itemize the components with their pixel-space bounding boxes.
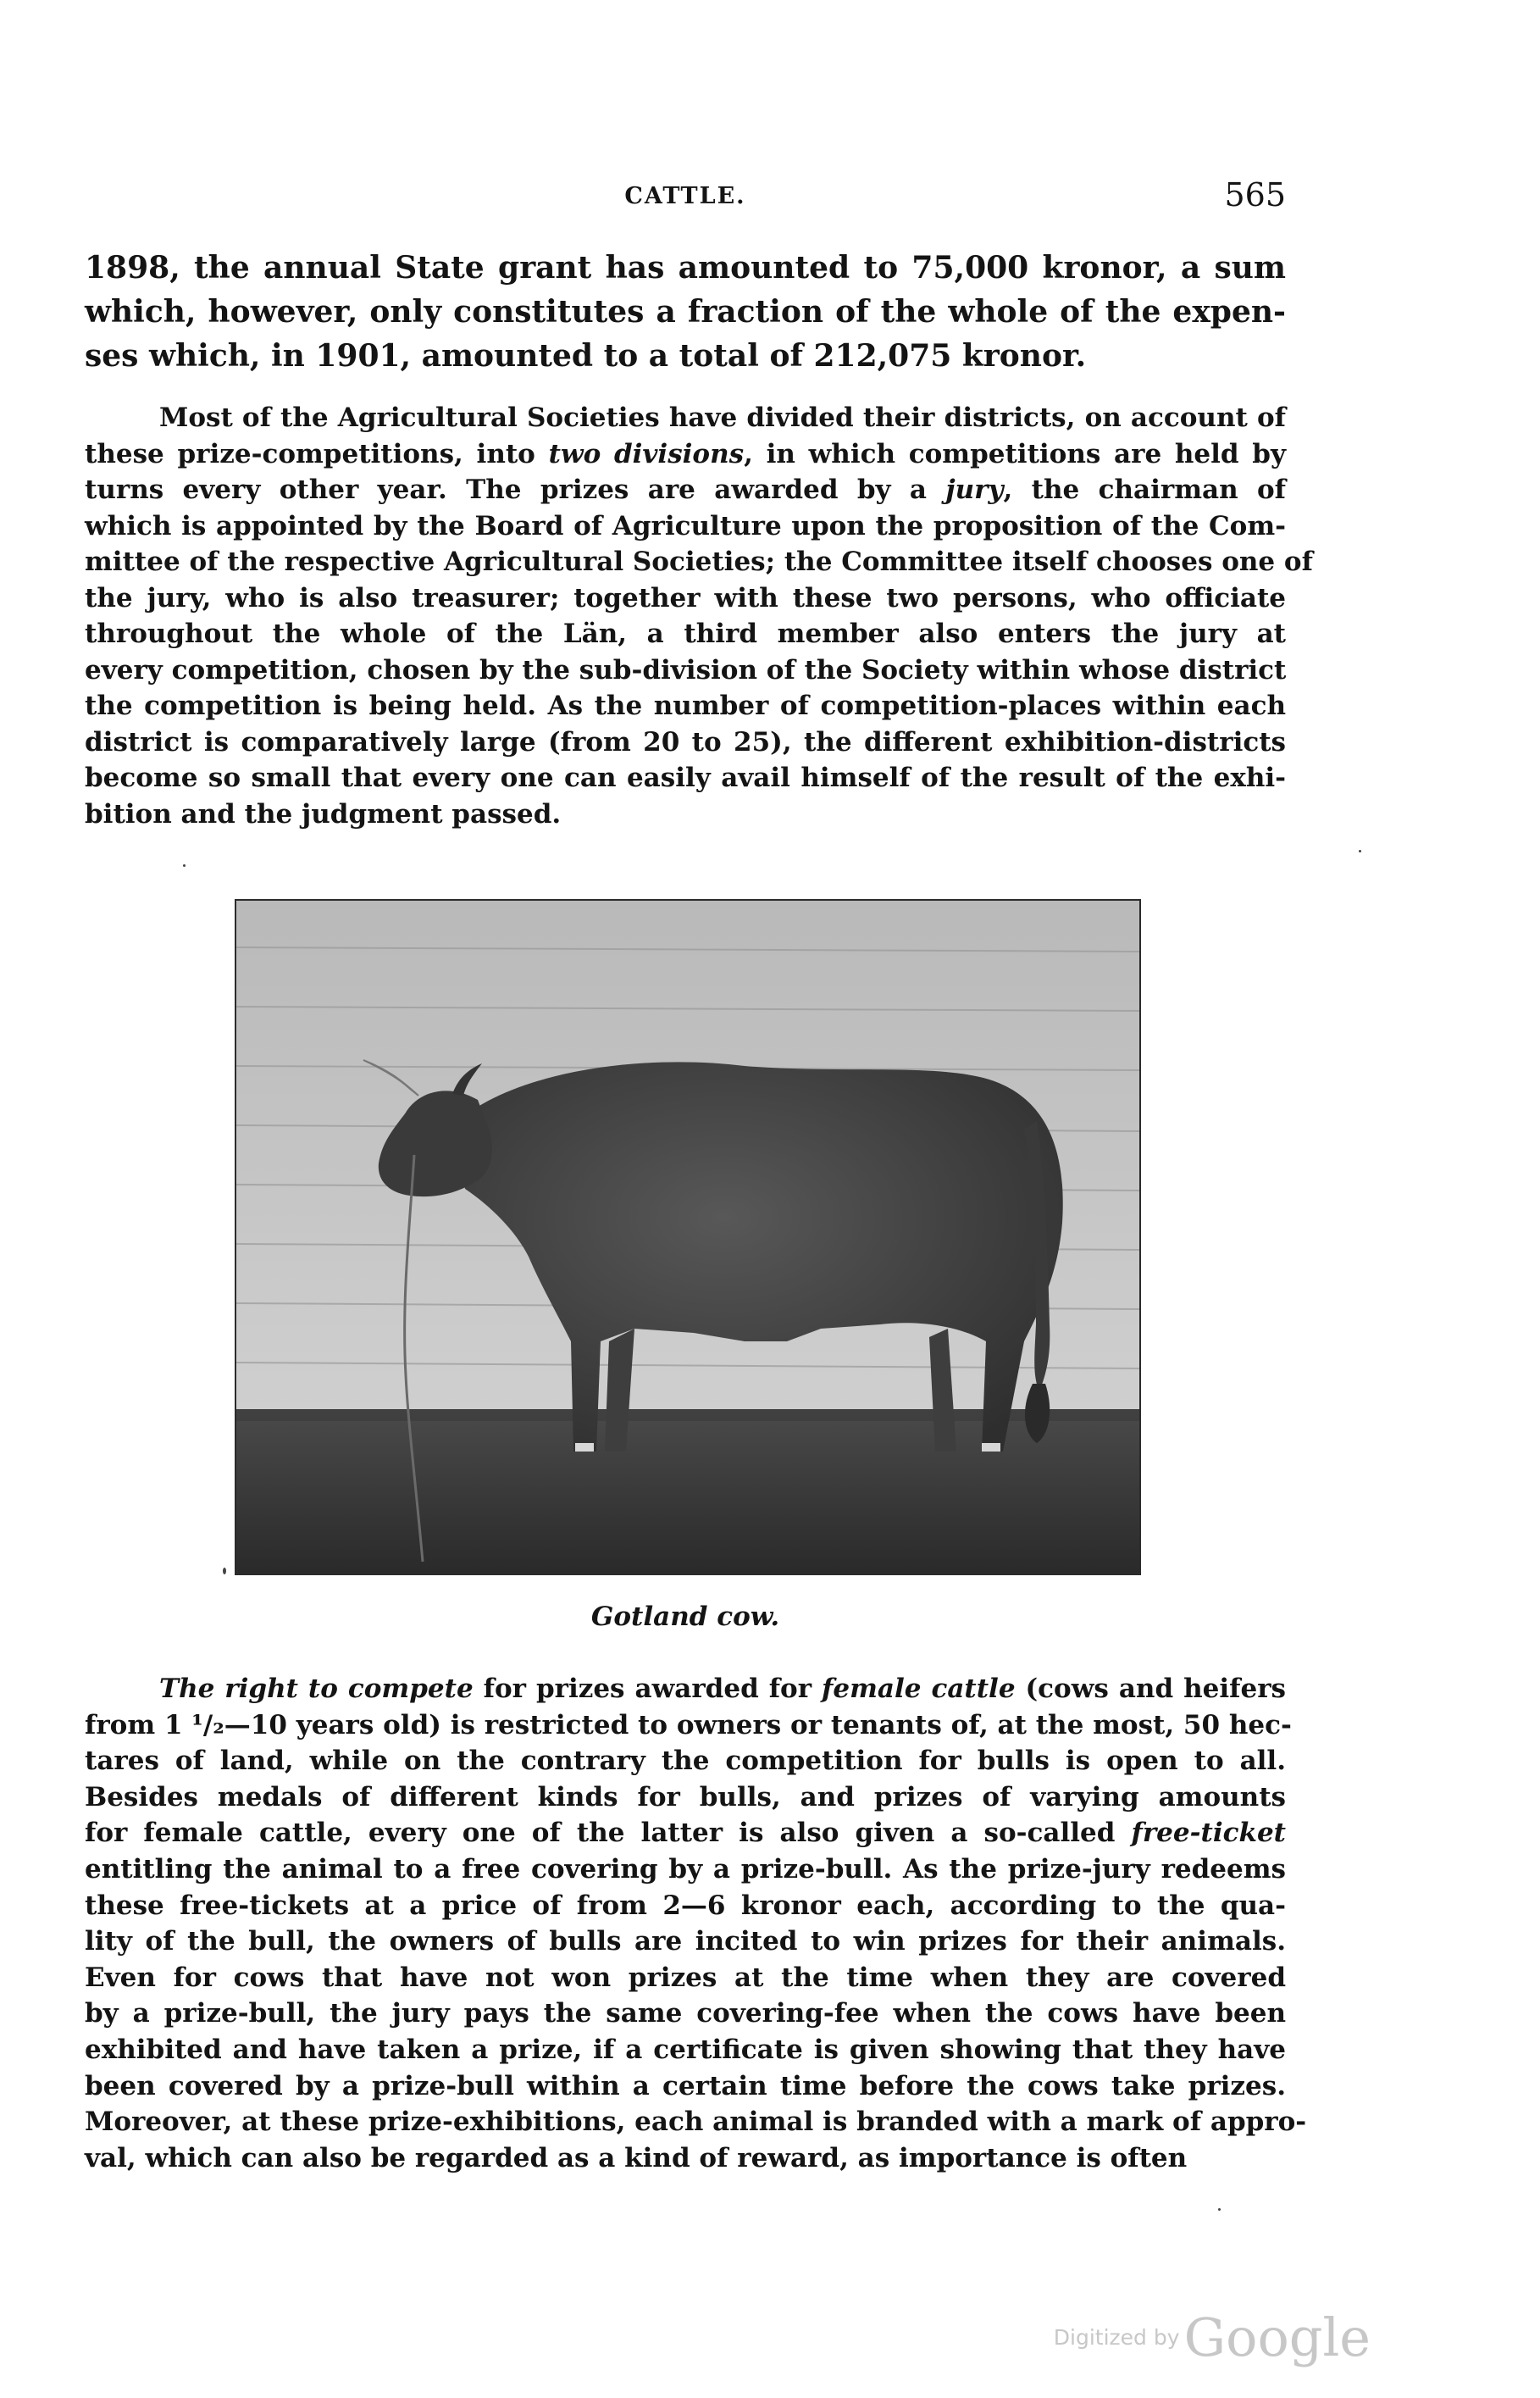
emphasis-jury: jury: [945, 475, 1004, 505]
text-run: for female cattle, every one of the latter is also given a so-called: [85, 1818, 1132, 1849]
text-line: [85, 1671, 1286, 1707]
text-line: [85, 436, 1286, 473]
text-line: Moreover, at these prize-exhibitions, each animal is branded with a mark of appro-: [85, 2107, 1307, 2138]
digitized-by-google-watermark: [1054, 2306, 1371, 2368]
text-line: ses which, in 1901, amounted to a total of 212,075 kronor.: [85, 338, 1087, 374]
text-line: Even for cows that have not won prizes at the time when they are covered: [85, 1962, 1286, 1993]
scan-speck: [223, 1568, 226, 1574]
text-run: these prize-competitions, into: [85, 438, 549, 469]
page-number: 565: [1224, 176, 1286, 214]
scan-speck: [1359, 850, 1361, 852]
text-run: turns every other year. The prizes are awarded by a: [85, 475, 946, 505]
running-title: CATTLE.: [624, 183, 746, 209]
cow-illustration: [236, 901, 1139, 1574]
scan-speck: [183, 864, 186, 867]
scan-speck: [1218, 2208, 1221, 2211]
text-line: the competition is being held. As the number of competition-places within each: [85, 691, 1286, 721]
emphasis-two-divisions: two divisions: [548, 438, 745, 469]
emphasis-female-cattle: female cattle: [822, 1674, 1016, 1704]
text-run: (cows and heifers: [1015, 1674, 1286, 1704]
text-line: which is appointed by the Board of Agriculture upon the proposition of the Com-: [85, 510, 1286, 541]
text-run: for prizes awarded for: [473, 1674, 823, 1704]
paragraph-2: [85, 400, 1313, 832]
text-line: every competition, chosen by the sub-division of the Society within whose district: [85, 654, 1287, 686]
emphasis-right-to-compete: The right to compete: [159, 1674, 474, 1704]
text-line: become so small that every one can easily avail himself of the result of the exhi-: [85, 763, 1286, 793]
gotland-cow-photograph: [235, 899, 1141, 1575]
text-line: these free-tickets at a price of from 2—6 kronor each, according to the qua-: [85, 1890, 1286, 1921]
paragraph-1: [85, 246, 1286, 378]
text-line: by a prize-bull, the jury pays the same covering-fee when the cows have been: [85, 1998, 1286, 2029]
google-logo: Google: [1183, 2306, 1371, 2368]
text-line: val, which can also be regarded as a kind of reward, as importance is often: [85, 2142, 1188, 2173]
text-line: exhibited and have taken a prize, if a certificate is given showing that they have: [85, 2034, 1286, 2065]
figure-caption: Gotland cow.: [590, 1601, 780, 1632]
text-line: [85, 1815, 1286, 1851]
text-line: the jury, who is also treasurer; together with these two persons, who officiate: [85, 582, 1286, 613]
text-line: from 1 ¹/₂—10 years old) is restricted to owners or tenants of, at the most, 50 hec-: [85, 1709, 1292, 1740]
text-line: entitling the animal to a free covering by a prize-bull. As the prize-jury redeems: [85, 1853, 1286, 1885]
text-run: , the chairman of: [1003, 475, 1286, 505]
text-line: district is comparatively large (from 20 to 25), the different exhibition-districts: [85, 726, 1286, 758]
text-line: Most of the Agricultural Societies have divided their districts, on account of: [159, 402, 1286, 433]
running-header: [85, 176, 1286, 219]
watermark-prefix: Digitized by: [1053, 2325, 1180, 2350]
emphasis-free-ticket: free-ticket: [1131, 1818, 1286, 1849]
text-line: been covered by a prize-bull within a certain time before the cows take prizes.: [85, 2070, 1286, 2101]
text-line: tares of land, while on the contrary the competition for bulls is open to all.: [85, 1746, 1286, 1777]
text-line: 1898, the annual State grant has amounted to 75,000 kronor, a sum: [85, 250, 1286, 286]
text-line: mittee of the respective Agricultural Societies; the Committee itself chooses one of: [85, 547, 1313, 577]
text-line: throughout the whole of the Län, a third member also enters the jury at: [85, 619, 1286, 649]
text-line: which, however, only constitutes a fraction of the whole of the expen-: [85, 294, 1286, 330]
text-line: [85, 472, 1286, 508]
text-line: lity of the bull, the owners of bulls are incited to win prizes for their animals.: [85, 1926, 1286, 1957]
text-run: , in which competitions are held by: [744, 438, 1286, 469]
paragraph-3: [85, 1671, 1307, 2176]
text-line: bition and the judgment passed.: [85, 798, 562, 830]
text-line: Besides medals of different kinds for bulls, and prizes of varying amounts: [85, 1781, 1286, 1812]
